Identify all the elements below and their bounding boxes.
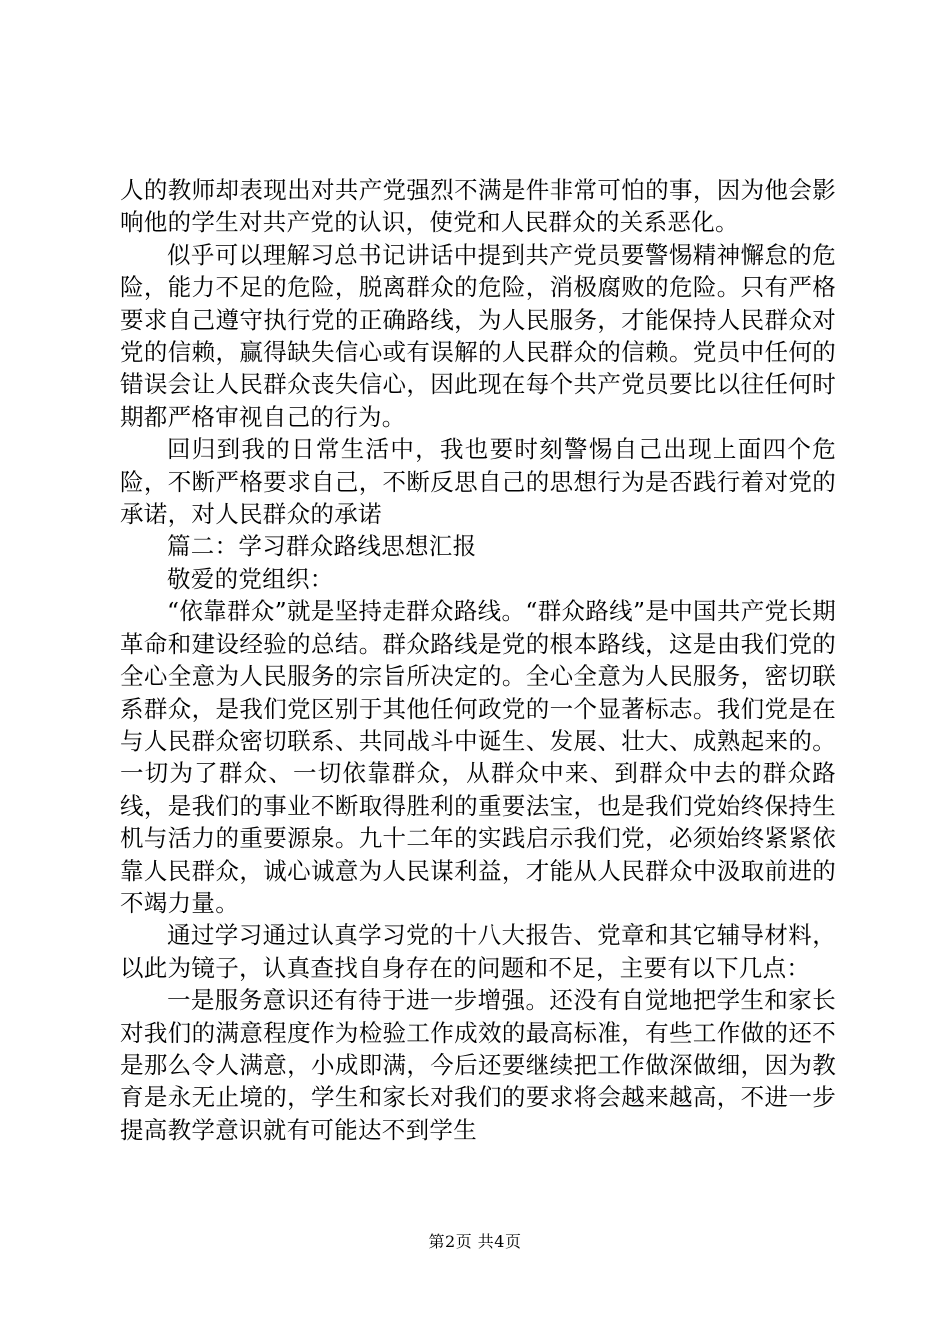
paragraph: 通过学习通过认真学习党的十八大报告、党章和其它辅导材料，以此为镜子，认真查找自身存在的问题和不足，主要有以下几点： [120,921,836,982]
page-footer: 第2页 共4页 [428,1232,522,1251]
document-body [120,174,836,1146]
paragraph: “依靠群众”就是坚持走群众路线。“群众路线”是中国共产党长期革命和建设经验的总结。群众路线是党的根本路线，这是由我们党的全心全意为人民服务的宗旨所决定的。全心全意为人民服务，密切联系群众，是我们党区别于其他任何政党的一个显著标志。我们党是在与人民群众密切联系、共同战斗中诞生、发展、壮大、成熟起来的。一切为了群众、一切依靠群众，从群众中来、到群众中去的群众路线，是我们的事业不断取得胜利的重要法宝，也是我们党始终保持生机与活力的重要源泉。九十二年的实践启示我们党，必须始终紧紧依靠人民群众，诚心诚意为人民谋利益，才能从人民群众中汲取前进的不竭力量。 [120,597,836,917]
section-heading: 篇二：学习群众路线思想汇报 [167,532,477,561]
paragraph: 似乎可以理解习总书记讲话中提到共产党员要警惕精神懈怠的危险，能力不足的危险，脱离群众的危险，消极腐败的危险。只有严格要求自己遵守执行党的正确路线，为人民服务，才能保持人民群众对党的信赖，赢得缺失信心或有误解的人民群众的信赖。党员中任何的错误会让人民群众丧失信心，因此现在每个共产党员要比以往任何时期都严格审视自己的行为。 [120,240,836,431]
salutation: 敬爱的党组织： [167,564,334,593]
paragraph-continuation: 人的教师却表现出对共产党强烈不满是件非常可怕的事，因为他会影响他的学生对共产党的认识，使党和人民群众的关系恶化。 [120,176,836,237]
paragraph: 回归到我的日常生活中，我也要时刻警惕自己出现上面四个危险，不断严格要求自己，不断反思自己的思想行为是否践行着对党的承诺，对人民群众的承诺 [120,435,836,529]
paragraph: 一是服务意识还有待于进一步增强。还没有自觉地把学生和家长对我们的满意程度作为检验工作成效的最高标准，有些工作做的还不是那么令人满意，小成即满，今后还要继续把工作做深做细，因为教育是永无止境的，学生和家长对我们的要求将会越来越高，不进一步提高教学意识就有可能达不到学生 [120,986,836,1144]
